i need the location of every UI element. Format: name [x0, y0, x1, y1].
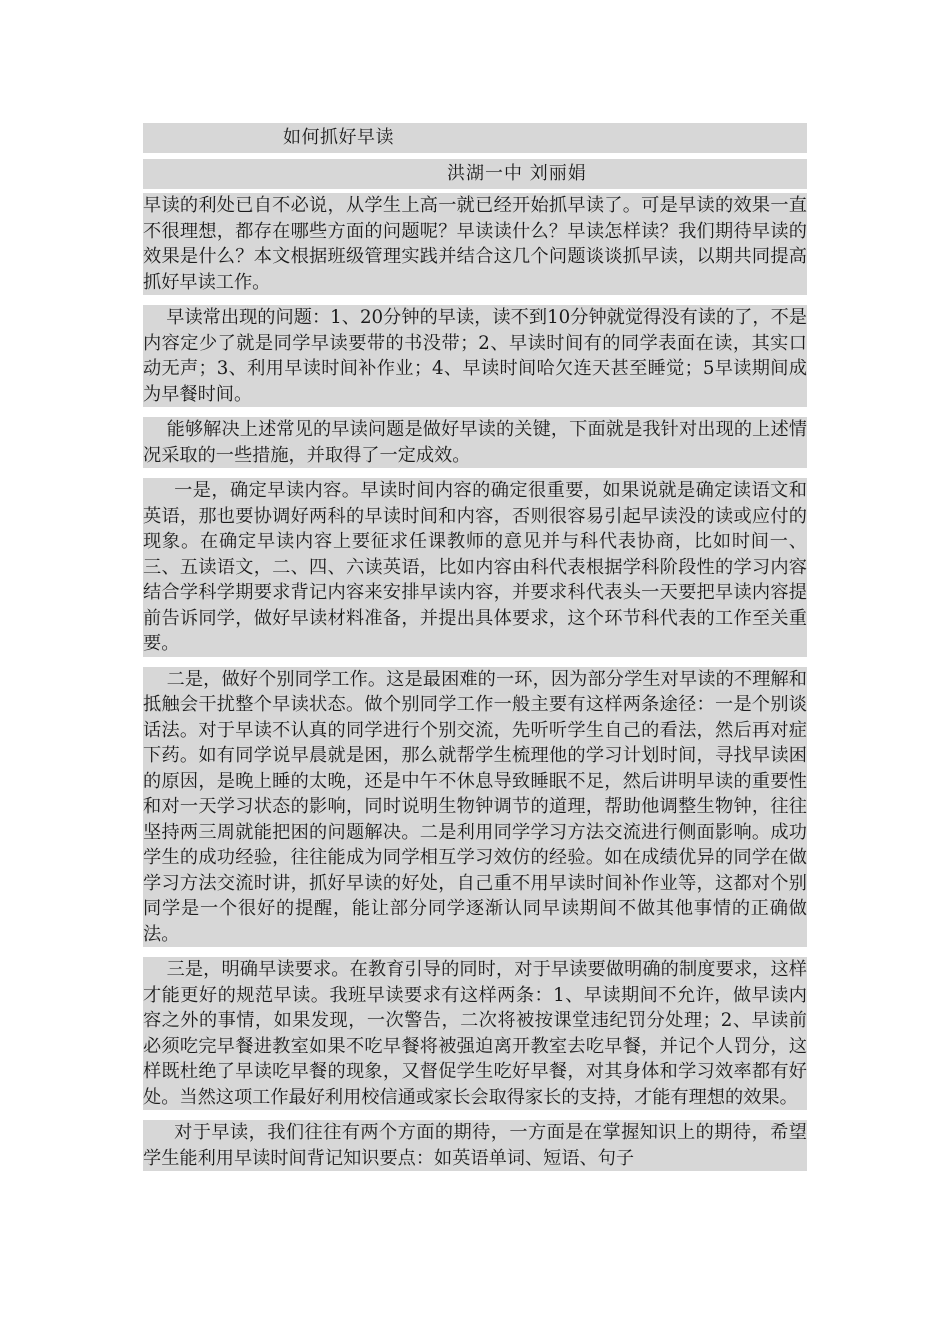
paragraph-step-two [143, 667, 807, 948]
document-author: 洪湖一中 刘丽娟 [447, 163, 587, 184]
paragraph-intro [143, 193, 807, 295]
paragraph-text: 二是，做好个别同学工作。这是最困难的一环，因为部分学生对早读的不理解和抵触会干扰整个早读状态。做个别同学工作一般主要有这样两条途径：一是个别谈话法。对于早读不认真的同学进行个别交流，先听听学生自己的看法，然后再对症下药。如有同学说早晨就是困，那么就帮学生梳理他的学习计划时间，寻找早读困的原因，是晚上睡的太晚，还是中午不休息导致睡眠不足，然后讲明早读的重要性和对一天学习状态的影响，同时说明生物钟调节的道理，帮助他调整生物钟，往往坚持两三周就能把困的问题解决。二是利用同学学习方法交流进行侧面影响。成功学生的成功经验，往往能成为同学相互学习效仿的经验。如在成绩优异的同学在做学习方法交流时讲，抓好早读的好处，自己重不用早读时间补作业等，这都对个别同学是一个很好的提醒，能让部分同学逐渐认同早读期间不做其他事情的正确做法。 [143, 668, 807, 945]
paragraph-text: 三是，明确早读要求。在教育引导的同时，对于早读要做明确的制度要求，这样才能更好的规范早读。我班早读要求有这样两条：1、早读期间不允许，做早读内容之外的事情，如果发现，一次警告，二次将被按课堂违纪罚分处理；2、早读前必须吃完早餐进教室如果不吃早餐将被强迫离开教室去吃早餐，并记个人罚分，这样既杜绝了早读吃早餐的现象，又督促学生吃好早餐，对其身体和学习效率都有好处。当然这项工作最好利用校信通或家长会取得家长的支持，才能有理想的效果。 [143, 959, 807, 1108]
paragraph-text: 早读常出现的问题：1、20分钟的早读，读不到10分钟就觉得没有读的了，不是内容定少了就是同学早读要带的书没带；2、早读时间有的同学表面在读，其实口动无声；3、利用早读时间补作业；4、早读时间哈欠连天甚至睡觉；5早读期间成为早餐时间。 [143, 307, 807, 405]
author-band [143, 159, 807, 189]
document-page [143, 123, 807, 1181]
paragraph-text: 能够解决上述常见的早读问题是做好早读的关键，下面就是我针对出现的上述情况采取的一些措施，并取得了一定成效。 [143, 419, 807, 466]
paragraph-problems [143, 305, 807, 407]
paragraph-step-one [143, 478, 807, 657]
paragraph-text: 早读的利处已自不必说，从学生上高一就已经开始抓早读了。可是早读的效果一直不很理想，都存在哪些方面的问题呢？早读读什么？早读怎样读？我们期待早读的效果是什么？本文根据班级管理实践并结合这几个问题谈谈抓早读，以期共同提高抓好早读工作。 [143, 195, 807, 293]
paragraph-text: 对于早读，我们往往有两个方面的期待，一方面是在掌握知识上的期待，希望学生能利用早读时间背记知识要点：如英语单词、短语、句子 [143, 1122, 807, 1169]
title-band [143, 123, 807, 153]
paragraph-step-three [143, 957, 807, 1110]
paragraph-text: 一是，确定早读内容。早读时间内容的确定很重要，如果说就是确定读语文和英语，那也要协调好两科的早读时间和内容，否则很容易引起早读没的读或应付的现象。在确定早读内容上要征求任课教师的意见并与科代表协商，比如时间一、三、五读语文，二、四、六读英语，比如内容由科代表根据学科阶段性的学习内容结合学科学期要求背记内容来安排早读内容，并要求科代表头一天要把早读内容提前告诉同学，做好早读材料准备，并提出具体要求，这个环节科代表的工作至关重要。 [143, 480, 807, 654]
paragraph-expectations [143, 1120, 807, 1171]
paragraph-solutions-intro [143, 417, 807, 468]
document-title: 如何抓好早读 [283, 127, 394, 148]
